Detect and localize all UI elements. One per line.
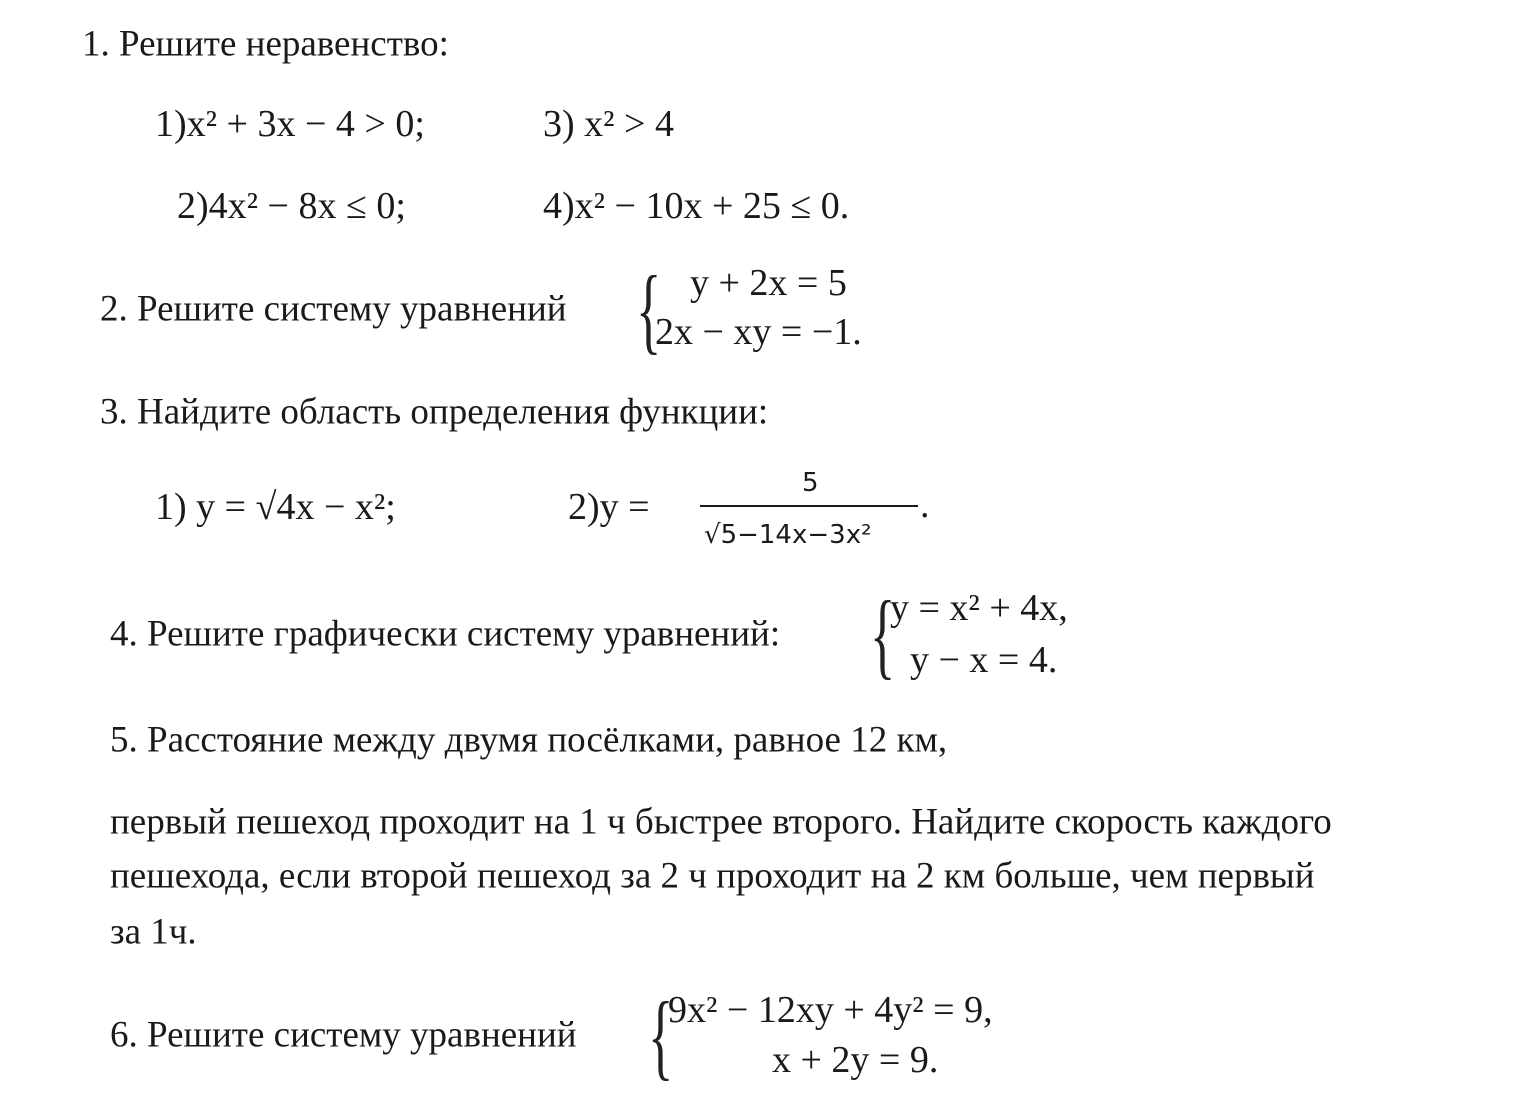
q5-line-1: первый пешеход проходит на 1 ч быстрее второго. Найдите скорость каждого xyxy=(110,801,1332,843)
q3-fraction-line xyxy=(700,505,918,507)
q3-item-1: 1) y = √4x − x²; xyxy=(155,486,396,528)
q6-brace: { xyxy=(648,982,674,1089)
q2-brace: { xyxy=(636,256,662,363)
q4-eq2: y − x = 4. xyxy=(910,639,1058,681)
q2-title: 2. Решите систему уравнений xyxy=(100,288,567,330)
q4-eq1: y = x² + 4x, xyxy=(890,587,1068,629)
q4-title: 4. Решите графически систему уравнений: xyxy=(110,613,781,655)
q3-fraction-numerator: 5 xyxy=(802,468,819,498)
q1-item-3: 3) x² > 4 xyxy=(543,103,674,145)
q1-item-1: 1)x² + 3x − 4 > 0; xyxy=(155,103,425,145)
q5-title: 5. Расстояние между двумя посёлками, равное 12 км, xyxy=(110,719,948,761)
q2-eq2: 2x − xy = −1. xyxy=(655,311,862,353)
q6-title: 6. Решите систему уравнений xyxy=(110,1014,577,1056)
q3-title: 3. Найдите область определения функции: xyxy=(100,391,769,433)
q3-item-2-suffix: . xyxy=(920,484,930,526)
q1-item-2: 2)4x² − 8x ≤ 0; xyxy=(177,185,406,227)
q4-brace: { xyxy=(870,581,896,688)
q3-item-2-prefix: 2)y = xyxy=(568,486,650,528)
q5-line-3: за 1ч. xyxy=(110,911,197,953)
q6-eq2: x + 2y = 9. xyxy=(772,1039,939,1081)
q1-item-4: 4)x² − 10x + 25 ≤ 0. xyxy=(543,185,850,227)
q1-title: 1. Решите неравенство: xyxy=(82,23,449,65)
q2-eq1: y + 2x = 5 xyxy=(690,262,847,304)
q6-eq1: 9x² − 12xy + 4y² = 9, xyxy=(668,989,993,1031)
q3-fraction-denominator: √5−14x−3x² xyxy=(704,520,872,550)
q5-line-2: пешехода, если второй пешеход за 2 ч проходит на 2 км больше, чем первый xyxy=(110,855,1315,897)
